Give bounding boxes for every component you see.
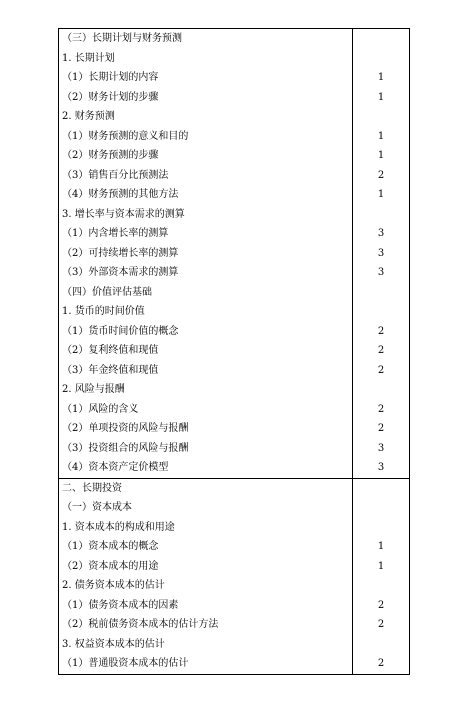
level-cell [353, 29, 410, 49]
level-cell [353, 49, 410, 69]
table-row [59, 263, 410, 283]
topic-cell: （一）资本成本 [59, 498, 353, 518]
table-row [59, 361, 410, 381]
level-cell: 1 [353, 68, 410, 88]
topic-cell: 3. 权益资本成本的估计 [59, 635, 353, 655]
level-cell [353, 518, 410, 538]
topic-cell: （1）风险的含义 [59, 400, 353, 420]
table-row [59, 654, 410, 674]
topic-cell: （2）税前债务资本成本的估计方法 [59, 615, 353, 635]
topic-cell: 2. 债务资本成本的估计 [59, 576, 353, 596]
level-cell: 2 [353, 419, 410, 439]
topic-cell: （3）年金终值和现值 [59, 361, 353, 381]
table-row [59, 419, 410, 439]
table-row [59, 498, 410, 518]
level-cell: 1 [353, 88, 410, 108]
level-cell: 2 [353, 596, 410, 616]
level-cell: 2 [353, 400, 410, 420]
topic-cell: （2）复利终值和现值 [59, 341, 353, 361]
level-cell: 3 [353, 439, 410, 459]
level-cell: 2 [353, 166, 410, 186]
table-row [59, 88, 410, 108]
topic-cell: 1. 货币的时间价值 [59, 302, 353, 322]
level-cell [353, 478, 410, 498]
level-cell [353, 283, 410, 303]
table-row [59, 322, 410, 342]
table-row [59, 439, 410, 459]
level-cell [353, 380, 410, 400]
table-row [59, 146, 410, 166]
topic-cell: （2）财务预测的步骤 [59, 146, 353, 166]
topic-cell: （四）价值评估基础 [59, 283, 353, 303]
topic-cell: （1）财务预测的意义和目的 [59, 127, 353, 147]
topic-cell: （3）投资组合的风险与报酬 [59, 439, 353, 459]
level-cell: 3 [353, 244, 410, 264]
topic-cell: （3）外部资本需求的测算 [59, 263, 353, 283]
table-row [59, 400, 410, 420]
topic-cell: （2）资本成本的用途 [59, 557, 353, 577]
table-row [59, 244, 410, 264]
topic-cell: 3. 增长率与资本需求的测算 [59, 205, 353, 225]
topic-cell: 1. 资本成本的构成和用途 [59, 518, 353, 538]
level-cell: 3 [353, 458, 410, 478]
level-cell: 2 [353, 361, 410, 381]
topic-cell: 2. 财务预测 [59, 107, 353, 127]
topic-cell: （1）资本成本的概念 [59, 537, 353, 557]
level-cell [353, 576, 410, 596]
table-row [59, 49, 410, 69]
topic-cell: （2）可持续增长率的测算 [59, 244, 353, 264]
table-row [59, 205, 410, 225]
topic-cell: （2）单项投资的风险与报酬 [59, 419, 353, 439]
level-cell: 1 [353, 127, 410, 147]
table-row [59, 576, 410, 596]
topic-cell: （1）长期计划的内容 [59, 68, 353, 88]
topic-cell: （三）长期计划与财务预测 [59, 29, 353, 49]
level-cell: 1 [353, 185, 410, 205]
level-cell: 2 [353, 322, 410, 342]
topic-cell: （3）销售百分比预测法 [59, 166, 353, 186]
level-cell: 3 [353, 224, 410, 244]
level-cell: 3 [353, 263, 410, 283]
table-row [59, 224, 410, 244]
table-row [59, 107, 410, 127]
level-cell: 1 [353, 557, 410, 577]
topic-cell: （2）财务计划的步骤 [59, 88, 353, 108]
level-cell: 2 [353, 615, 410, 635]
table-row [59, 341, 410, 361]
table-row [59, 302, 410, 322]
table-row [59, 557, 410, 577]
table-row [59, 185, 410, 205]
table-row [59, 166, 410, 186]
topic-cell: （1）债务资本成本的因素 [59, 596, 353, 616]
table-row [59, 635, 410, 655]
table-row [59, 518, 410, 538]
topic-cell: （4）财务预测的其他方法 [59, 185, 353, 205]
topic-cell: （1）普通股资本成本的估计 [59, 654, 353, 674]
topic-cell: 2. 风险与报酬 [59, 380, 353, 400]
topic-cell: 1. 长期计划 [59, 49, 353, 69]
level-cell [353, 302, 410, 322]
level-cell: 1 [353, 537, 410, 557]
table-row [59, 615, 410, 635]
level-cell: 2 [353, 341, 410, 361]
level-cell [353, 205, 410, 225]
table-row [59, 596, 410, 616]
syllabus-table [58, 28, 410, 675]
table-row [59, 478, 410, 498]
topic-cell: （1）内含增长率的测算 [59, 224, 353, 244]
level-cell [353, 107, 410, 127]
level-cell: 2 [353, 654, 410, 674]
syllabus-table-body [59, 29, 410, 675]
table-row [59, 537, 410, 557]
topic-cell: 二、长期投资 [59, 478, 353, 498]
table-row [59, 458, 410, 478]
level-cell [353, 498, 410, 518]
level-cell: 1 [353, 146, 410, 166]
topic-cell: （1）货币时间价值的概念 [59, 322, 353, 342]
table-row [59, 29, 410, 49]
table-row [59, 68, 410, 88]
table-row [59, 380, 410, 400]
level-cell [353, 635, 410, 655]
table-row [59, 127, 410, 147]
topic-cell: （4）资本资产定价模型 [59, 458, 353, 478]
table-row [59, 283, 410, 303]
